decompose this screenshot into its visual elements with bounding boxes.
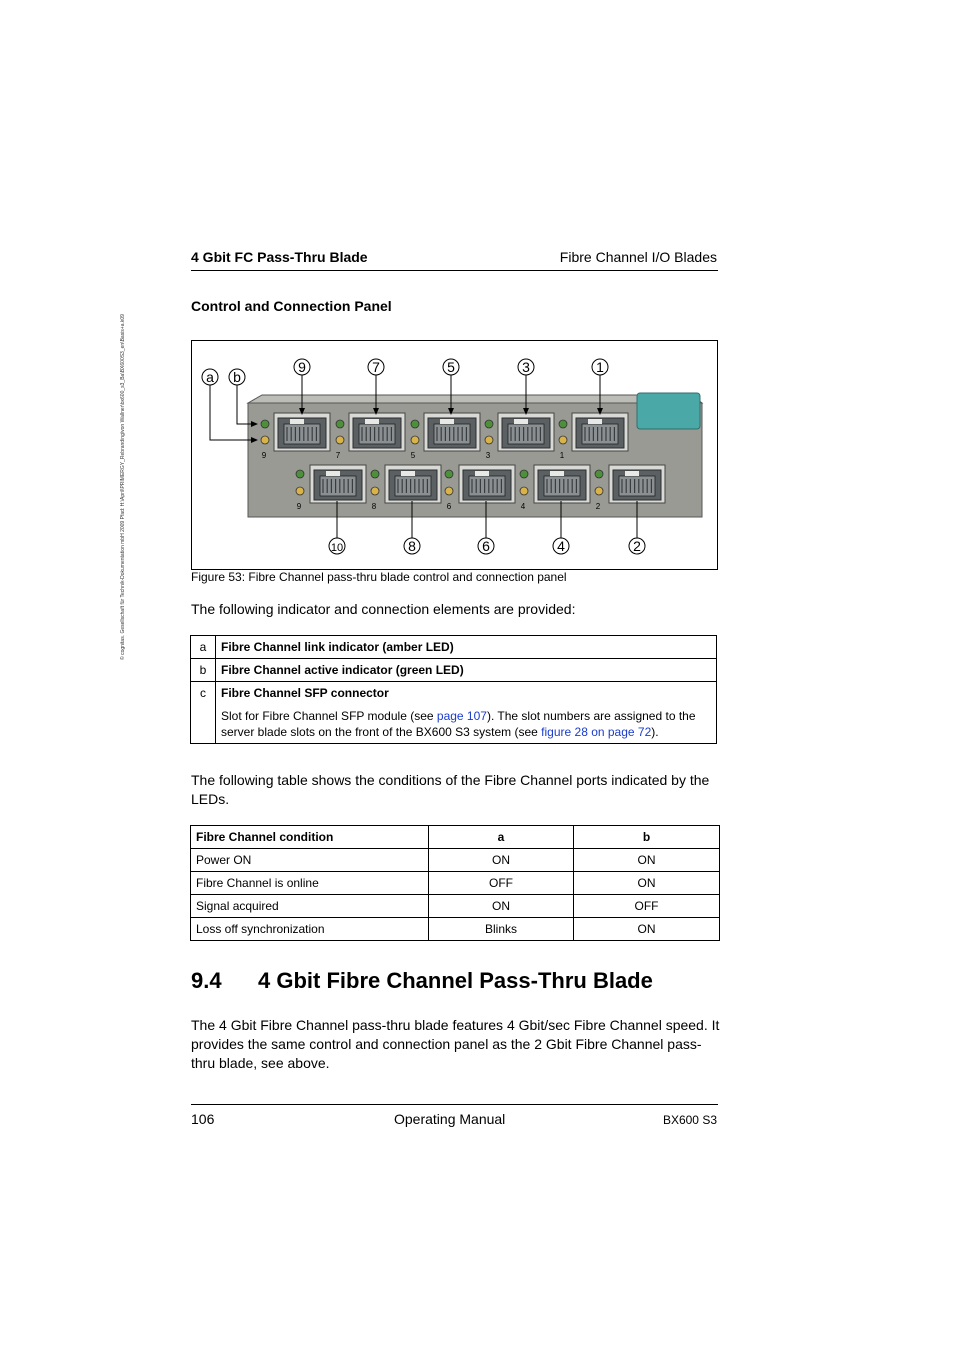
port-latch — [625, 471, 639, 476]
heading-title: 4 Gbit Fibre Channel Pass-Thru Blade — [258, 968, 653, 993]
side-path-text: © cognitas. Gesellschaft für Technik-Dokumentation mbH 2009 Pfad: H:\April\PRIMERGY_Rebranding\von Wallner\bx600_s3_Ba\BX600S3_en\Basis+a.k09 — [120, 314, 126, 660]
header-rule — [191, 270, 718, 271]
cell-b: OFF — [574, 895, 720, 918]
running-header-right: Fibre Channel I/O Blades — [559, 249, 717, 265]
page-number: 106 — [191, 1111, 215, 1127]
sfp-port-bottom — [385, 465, 441, 503]
green-led — [411, 420, 419, 428]
cell-a: Blinks — [429, 918, 574, 941]
element-key: a — [191, 636, 216, 659]
sfp-port-top — [498, 413, 554, 451]
cell-b: ON — [574, 918, 720, 941]
amber-led — [559, 436, 567, 444]
slot-label: 9 — [296, 502, 302, 511]
amber-led — [445, 487, 453, 495]
green-led — [336, 420, 344, 428]
table-row — [191, 872, 720, 895]
port-connector — [320, 476, 356, 496]
slot-label: 4 — [520, 502, 526, 511]
sfp-port-bottom — [459, 465, 515, 503]
green-led — [371, 470, 379, 478]
amber-led — [485, 436, 493, 444]
port-connector — [359, 424, 395, 444]
port-connector — [544, 476, 580, 496]
element-title: Fibre Channel link indicator (amber LED) — [216, 636, 717, 659]
port-connector — [284, 424, 320, 444]
cell-a: ON — [429, 849, 574, 872]
table-row — [191, 682, 717, 744]
amber-led — [296, 487, 304, 495]
callout-top-label: 5 — [447, 359, 455, 375]
port-latch — [550, 471, 564, 476]
amber-led — [520, 487, 528, 495]
callout-a-label: a — [206, 369, 214, 385]
sfp-port-top — [424, 413, 480, 451]
sfp-port-top — [572, 413, 628, 451]
green-led — [595, 470, 603, 478]
cell-condition: Power ON — [191, 849, 429, 872]
running-header-left: 4 Gbit FC Pass-Thru Blade — [191, 249, 368, 265]
port-latch — [475, 471, 489, 476]
cell-condition: Fibre Channel is online — [191, 872, 429, 895]
callout-bottom-label: 6 — [482, 538, 490, 554]
body-paragraph: The 4 Gbit Fibre Channel pass-thru blade features 4 Gbit/sec Fibre Channel speed. It provides the same control and connection panel as the 2 Gbit Fibre Channel pass-thru blade, see above. — [191, 1017, 720, 1071]
slot-label: 9 — [261, 451, 267, 460]
callout-bottom-label: 2 — [633, 538, 641, 554]
element-title: Fibre Channel SFP connector — [221, 686, 389, 700]
manual-title: Operating Manual — [394, 1111, 506, 1127]
amber-led — [411, 436, 419, 444]
figure-panel — [191, 340, 718, 570]
element-cell — [216, 682, 717, 744]
header-a: a — [429, 826, 574, 849]
port-connector — [395, 476, 431, 496]
page-link[interactable]: page 107 — [436, 709, 487, 723]
callout-bottom-label: 4 — [557, 538, 565, 554]
cell-a: OFF — [429, 872, 574, 895]
slot-label: 6 — [446, 502, 452, 511]
port-latch — [365, 419, 379, 424]
callout-top-label: 9 — [298, 359, 306, 375]
callout-bottom-label: 10 — [330, 542, 344, 554]
conditions-table — [190, 825, 720, 941]
desc-text: Slot for Fibre Channel SFP module (see — [221, 709, 437, 723]
element-key: b — [191, 659, 216, 682]
amber-led — [336, 436, 344, 444]
release-tab — [637, 393, 700, 429]
cell-condition: Loss off synchronization — [191, 918, 429, 941]
amber-led — [261, 436, 269, 444]
slot-label: 1 — [559, 451, 565, 460]
section-heading — [191, 968, 653, 994]
callout-top-label: 3 — [522, 359, 530, 375]
callout-top-label: 1 — [596, 359, 604, 375]
green-led — [485, 420, 493, 428]
port-connector — [508, 424, 544, 444]
element-description — [221, 708, 711, 740]
header-b: b — [574, 826, 720, 849]
green-led — [296, 470, 304, 478]
slot-label: 3 — [485, 451, 491, 460]
product-model: BX600 S3 — [662, 1113, 717, 1127]
green-led — [520, 470, 528, 478]
table-header-row — [191, 826, 720, 849]
figure-link[interactable]: figure 28 on page 72 — [541, 725, 652, 739]
footer-rule — [191, 1104, 718, 1105]
table-row — [191, 849, 720, 872]
element-title: Fibre Channel active indicator (green LED) — [216, 659, 717, 682]
sfp-port-top — [274, 413, 330, 451]
port-latch — [401, 471, 415, 476]
sfp-port-bottom — [534, 465, 590, 503]
panel-illustration — [192, 341, 717, 569]
side-path-note — [120, 240, 134, 670]
cell-condition: Signal acquired — [191, 895, 429, 918]
figure-caption: Figure 53: Fibre Channel pass-thru blade control and connection panel — [191, 570, 567, 584]
conditions-intro: The following table shows the conditions of the Fibre Channel ports indicated by the LEDs. — [191, 772, 710, 807]
table-row — [191, 636, 717, 659]
slot-label: 2 — [595, 502, 601, 511]
table-row — [191, 659, 717, 682]
callout-bottom-label: 8 — [408, 538, 416, 554]
green-led — [445, 470, 453, 478]
heading-number: 9.4 — [191, 968, 222, 993]
port-latch — [326, 471, 340, 476]
section-title: Control and Connection Panel — [191, 298, 392, 314]
port-connector — [582, 424, 618, 444]
sfp-port-bottom — [609, 465, 665, 503]
table-row — [191, 895, 720, 918]
elements-table — [190, 635, 717, 744]
cell-b: ON — [574, 872, 720, 895]
green-led — [559, 420, 567, 428]
desc-text: ). — [651, 725, 659, 739]
slot-label: 5 — [410, 451, 416, 460]
callout-top-label: 7 — [372, 359, 380, 375]
amber-led — [371, 487, 379, 495]
slot-label: 8 — [371, 502, 377, 511]
port-latch — [514, 419, 528, 424]
port-latch — [440, 419, 454, 424]
amber-led — [595, 487, 603, 495]
port-latch — [290, 419, 304, 424]
green-led — [261, 420, 269, 428]
leader-a — [210, 385, 254, 440]
port-latch — [588, 419, 602, 424]
sfp-port-bottom — [310, 465, 366, 503]
slot-label: 7 — [335, 451, 341, 460]
intro-paragraph: The following indicator and connection elements are provided: — [191, 601, 576, 617]
sfp-port-top — [349, 413, 405, 451]
panel-top-bevel — [248, 395, 702, 403]
table-row — [191, 918, 720, 941]
port-connector — [434, 424, 470, 444]
callout-b-label: b — [233, 369, 241, 385]
desc-text: ). The slot numbers are assigned to the server blade slots on the front of the BX600 S3 system (see — [221, 709, 696, 739]
port-connector — [619, 476, 655, 496]
port-connector — [469, 476, 505, 496]
element-key: c — [191, 682, 216, 744]
header-condition: Fibre Channel condition — [191, 826, 429, 849]
cell-a: ON — [429, 895, 574, 918]
cell-b: ON — [574, 849, 720, 872]
